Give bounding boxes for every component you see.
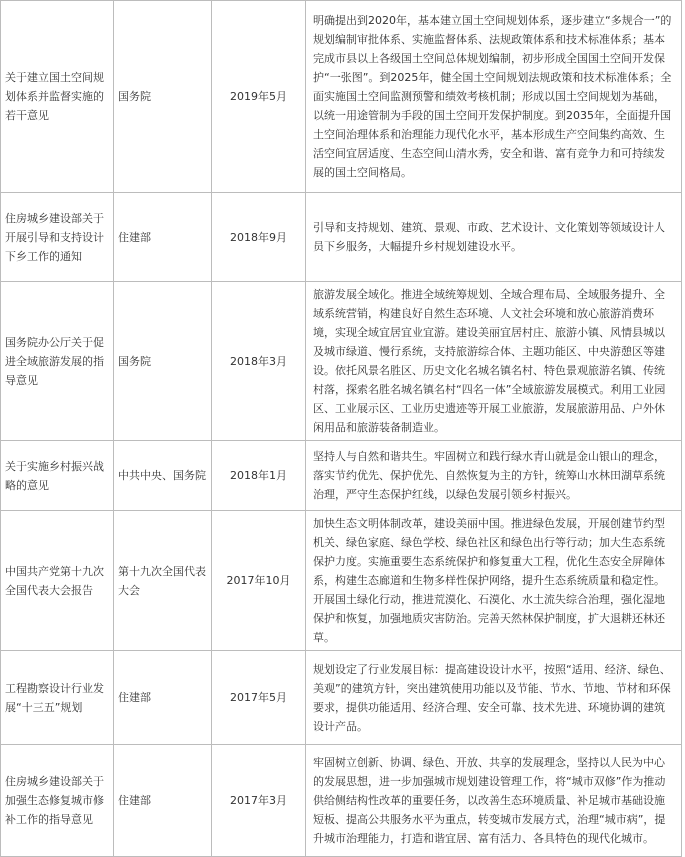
policy-issuer: 住建部 bbox=[114, 745, 212, 857]
table-row bbox=[1, 511, 682, 651]
table-row bbox=[1, 193, 682, 282]
policy-title: 关于实施乡村振兴战略的意见 bbox=[1, 441, 114, 511]
table-row bbox=[1, 745, 682, 857]
policy-title: 国务院办公厅关于促进全域旅游发展的指导意见 bbox=[1, 282, 114, 441]
policy-issuer: 中共中央、国务院 bbox=[114, 441, 212, 511]
policy-title: 住房城乡建设部关于加强生态修复城市修补工作的指导意见 bbox=[1, 745, 114, 857]
policy-date: 2018年3月 bbox=[212, 282, 306, 441]
policy-issuer: 住建部 bbox=[114, 193, 212, 282]
policy-date: 2017年3月 bbox=[212, 745, 306, 857]
table-row bbox=[1, 1, 682, 193]
policy-issuer: 国务院 bbox=[114, 282, 212, 441]
policy-content: 加快生态文明体制改革，建设美丽中国。推进绿色发展，开展创建节约型机关、绿色家庭、绿色学校、绿色社区和绿色出行等行动；加大生态系统保护力度。实施重要生态系统保护和修复重大工程，优化生态安全屏障体系，构建生态廊道和生物多样性保护网络，提升生态系统质量和稳定性。开展国土绿化行动，推进荒漠化、石漠化、水土流失综合治理，强化湿地保护和恢复，加强地质灾害防治。完善天然林保护制度，扩大退耕还林还草。 bbox=[306, 511, 682, 651]
policy-title: 住房城乡建设部关于开展引导和支持设计下乡工作的通知 bbox=[1, 193, 114, 282]
table-row bbox=[1, 651, 682, 745]
policy-content: 旅游发展全域化。推进全域统筹规划、全域合理布局、全域服务提升、全域系统营销，构建良好自然生态环境、人文社会环境和放心旅游消费环境，实现全域宜居宜业宜游。建设美丽宜居村庄、旅游小镇、风情县城以及城市绿道、慢行系统，支持旅游综合体、主题功能区、中央游憩区等建设。依托风景名胜区、历史文化名城名镇名村、特色景观旅游名镇、传统村落，探索名胜名城名镇名村“四名一体”全域旅游发展模式。利用工业园区、工业展示区、工业历史遗迹等开展工业旅游，发展旅游用品、户外休闲用品和旅游装备制造业。 bbox=[306, 282, 682, 441]
policy-date: 2019年5月 bbox=[212, 1, 306, 193]
table-row bbox=[1, 282, 682, 441]
policy-content: 牢固树立创新、协调、绿色、开放、共享的发展理念，坚持以人民为中心的发展思想，进一步加强城市规划建设管理工作，将“城市双修”作为推动供给侧结构性改革的重要任务，以改善生态环境质量、补足城市基础设施短板、提高公共服务水平为重点，转变城市发展方式，治理“城市病”，提升城市治理能力，打造和谐宜居、富有活力、各具特色的现代化城市。 bbox=[306, 745, 682, 857]
policy-title: 工程勘察设计行业发展“十三五”规划 bbox=[1, 651, 114, 745]
policy-date: 2017年10月 bbox=[212, 511, 306, 651]
policy-content: 引导和支持规划、建筑、景观、市政、艺术设计、文化策划等领域设计人员下乡服务，大幅提升乡村规划建设水平。 bbox=[306, 193, 682, 282]
policy-issuer: 国务院 bbox=[114, 1, 212, 193]
policy-content: 明确提出到2020年，基本建立国土空间规划体系，逐步建立“多规合一”的规划编制审批体系、实施监督体系、法规政策体系和技术标准体系；基本完成市县以上各级国土空间总体规划编制，初步形成全国国土空间开发保护“一张图”。到2025年，健全国土空间规划法规政策和技术标准体系；全面实施国土空间监测预警和绩效考核机制；形成以国土空间规划为基础，以统一用途管制为手段的国土空间开发保护制度。到2035年，全面提升国土空间治理体系和治理能力现代化水平，基本形成生产空间集约高效、生活空间宜居适度、生态空间山清水秀，安全和谐、富有竞争力和可持续发展的国土空间格局。 bbox=[306, 1, 682, 193]
policy-content: 坚持人与自然和谐共生。牢固树立和践行绿水青山就是金山银山的理念，落实节约优先、保护优先、自然恢复为主的方针，统筹山水林田湖草系统治理，严守生态保护红线，以绿色发展引领乡村振兴。 bbox=[306, 441, 682, 511]
policy-title: 关于建立国土空间规划体系并监督实施的若干意见 bbox=[1, 1, 114, 193]
policy-issuer: 住建部 bbox=[114, 651, 212, 745]
policy-date: 2018年9月 bbox=[212, 193, 306, 282]
table-row bbox=[1, 441, 682, 511]
policy-title: 中国共产党第十九次全国代表大会报告 bbox=[1, 511, 114, 651]
policy-date: 2017年5月 bbox=[212, 651, 306, 745]
policy-content: 规划设定了行业发展目标：提高建设设计水平，按照“适用、经济、绿色、美观”的建筑方针，突出建筑使用功能以及节能、节水、节地、节材和环保要求，提供功能适用、经济合理、安全可靠、技术先进、环境协调的建筑设计产品。 bbox=[306, 651, 682, 745]
policy-issuer: 第十九次全国代表大会 bbox=[114, 511, 212, 651]
policy-date: 2018年1月 bbox=[212, 441, 306, 511]
